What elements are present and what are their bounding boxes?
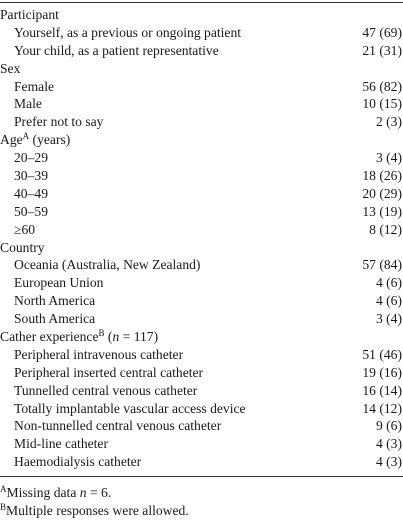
table-row xyxy=(0,346,403,364)
row-label: ≥60 xyxy=(14,221,36,237)
footnote-a xyxy=(0,484,189,502)
row-value: 10 (15) xyxy=(362,96,402,112)
section-header-suffix-pre: ( xyxy=(104,329,113,345)
row-label: Yourself, as a previous or ongoing patient xyxy=(14,24,242,40)
section-header-suffix: (years) xyxy=(29,132,71,148)
row-value: 21 (31) xyxy=(362,42,402,58)
table-row xyxy=(0,78,403,96)
table-row xyxy=(0,113,403,131)
section-header-label: Sex xyxy=(0,60,21,76)
row-label: Peripheral inserted central catheter xyxy=(14,364,204,380)
table-row xyxy=(0,95,403,113)
table-row xyxy=(0,167,403,185)
section-header-suffix-post: = 117) xyxy=(119,329,159,345)
row-label: Totally implantable vascular access device xyxy=(14,400,246,416)
row-label: Your child, as a patient representative xyxy=(14,42,219,58)
row-label: 30–39 xyxy=(14,168,48,184)
demographics-table xyxy=(0,6,403,471)
row-value: 19 (16) xyxy=(362,364,402,380)
footnote-marker: B xyxy=(0,502,7,512)
row-label: North America xyxy=(14,293,96,309)
row-label: Non-tunnelled central venous catheter xyxy=(14,418,222,434)
footnote-b xyxy=(0,502,189,520)
table-footnotes xyxy=(0,484,189,520)
row-value: 47 (69) xyxy=(362,24,402,40)
row-value: 14 (12) xyxy=(362,400,402,416)
footnote-text-pre: Missing data xyxy=(6,485,80,500)
row-value: 51 (46) xyxy=(362,346,402,362)
row-value: 16 (14) xyxy=(362,382,402,398)
table-row xyxy=(0,292,403,310)
table-top-rule xyxy=(0,2,403,3)
row-label: Tunnelled central venous catheter xyxy=(14,382,198,398)
section-header-text: Cather experience xyxy=(0,329,99,345)
footnote-marker: A xyxy=(22,131,30,142)
row-value: 2 (3) xyxy=(375,114,402,130)
row-label: 20–29 xyxy=(14,150,48,166)
row-label: South America xyxy=(14,311,96,327)
table-row xyxy=(0,24,403,42)
table-row xyxy=(0,310,403,328)
row-value: 8 (12) xyxy=(369,221,402,237)
section-header-participant xyxy=(0,6,403,24)
table-row xyxy=(0,185,403,203)
table-bottom-rule xyxy=(0,476,403,477)
footnote-text-post: = 6. xyxy=(86,485,112,500)
row-label: 40–49 xyxy=(14,185,48,201)
row-value: 9 (6) xyxy=(375,418,402,434)
table-row xyxy=(0,221,403,239)
footnote-n-symbol: n xyxy=(79,485,87,500)
row-label: Prefer not to say xyxy=(14,114,104,130)
footnote-marker: A xyxy=(0,484,7,494)
section-header-n-symbol: n xyxy=(112,329,120,345)
row-label: Haemodialysis catheter xyxy=(14,454,142,470)
section-header-country xyxy=(0,239,403,257)
row-value: 56 (82) xyxy=(362,78,402,94)
section-header-label xyxy=(0,131,70,149)
section-header-label: Participant xyxy=(0,7,59,22)
row-label: Peripheral intravenous catheter xyxy=(14,346,184,362)
table-row xyxy=(0,435,403,453)
section-header-catheter-experience xyxy=(0,328,403,346)
row-value: 18 (26) xyxy=(362,168,402,184)
row-label: European Union xyxy=(14,275,104,291)
row-value: 13 (19) xyxy=(362,203,402,219)
table-row xyxy=(0,149,403,167)
row-value: 4 (6) xyxy=(375,293,402,309)
section-header-age xyxy=(0,131,403,149)
row-label: 50–59 xyxy=(14,203,48,219)
row-value: 20 (29) xyxy=(362,185,402,201)
row-label: Oceania (Australia, New Zealand) xyxy=(14,257,201,273)
row-label: Mid-line catheter xyxy=(14,436,108,452)
table-row xyxy=(0,364,403,382)
row-value: 57 (84) xyxy=(362,257,402,273)
footnote-marker: B xyxy=(98,328,105,339)
row-label: Female xyxy=(14,78,55,94)
row-value: 4 (3) xyxy=(375,436,402,452)
table-row xyxy=(0,42,403,60)
table-row xyxy=(0,382,403,400)
table-row xyxy=(0,400,403,418)
row-value: 4 (6) xyxy=(375,275,402,291)
table-row xyxy=(0,453,403,471)
table-row xyxy=(0,274,403,292)
row-value: 3 (4) xyxy=(375,150,402,166)
footnote-text: Multiple responses were allowed. xyxy=(6,503,189,518)
table-row xyxy=(0,203,403,221)
row-value: 3 (4) xyxy=(375,311,402,327)
table-row xyxy=(0,417,403,435)
section-header-label xyxy=(0,328,158,346)
row-value: 4 (3) xyxy=(375,454,402,470)
section-header-sex xyxy=(0,60,403,78)
row-label: Male xyxy=(14,96,42,112)
section-header-label: Country xyxy=(0,239,45,255)
section-header-text: Age xyxy=(0,132,23,148)
table-row xyxy=(0,256,403,274)
